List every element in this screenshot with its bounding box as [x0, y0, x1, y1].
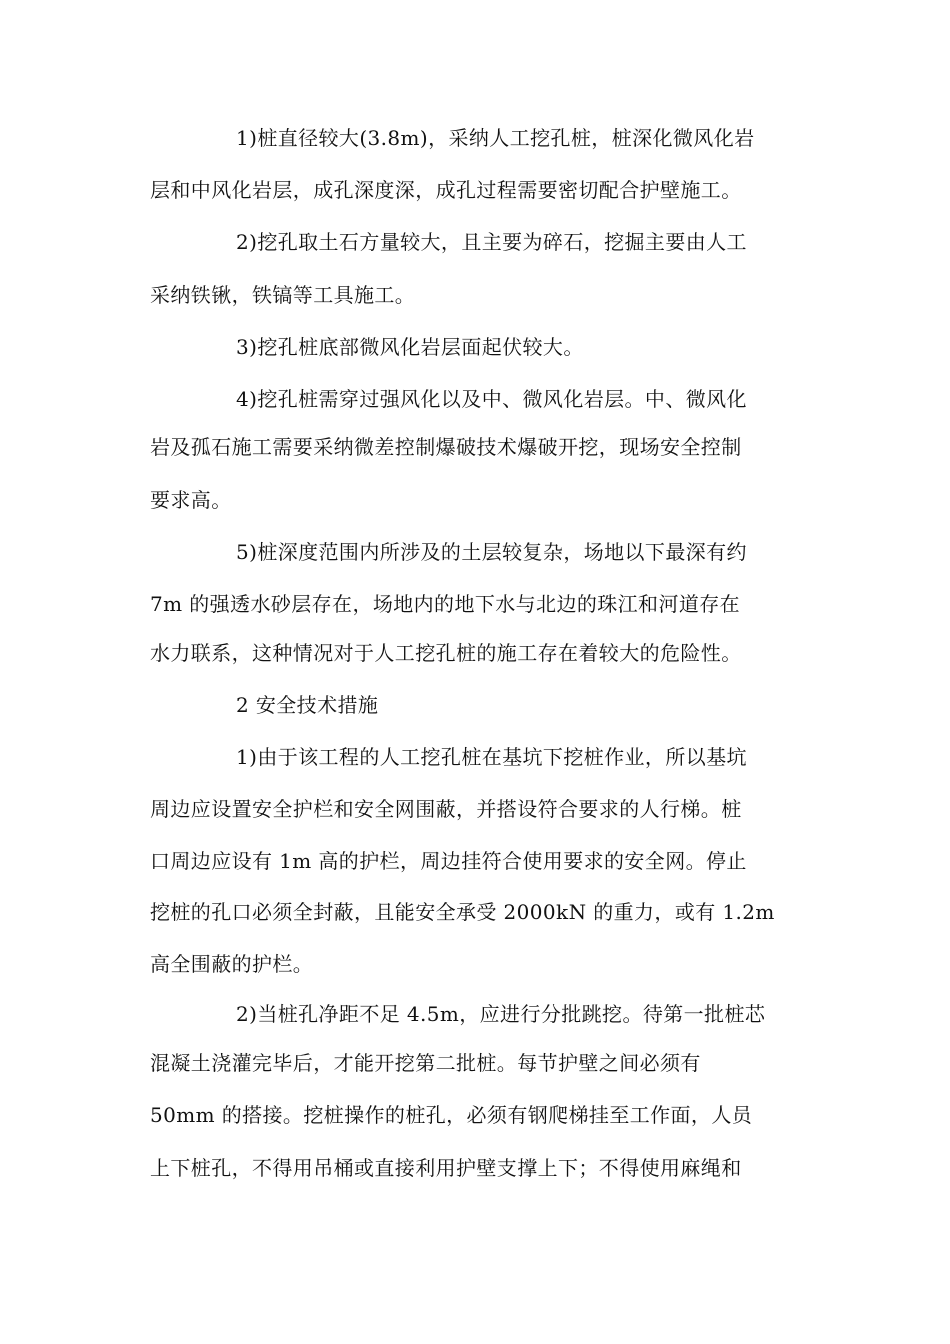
text-line: 混凝土浇灌完毕后，才能开挖第二批桩。每节护壁之间必须有 — [150, 1051, 701, 1075]
text-line: 周边应设置安全护栏和安全网围蔽，并搭设符合要求的人行梯。桩 — [150, 797, 742, 821]
text-line: 岩及孤石施工需要采纳微差控制爆破技术爆破开挖，现场安全控制 — [150, 435, 742, 459]
text-line: 5)桩深度范围内所涉及的土层较复杂，场地以下最深有约 — [236, 540, 747, 564]
text-line: 口周边应设有 1m 高的护栏，周边挂符合使用要求的安全网。停止 — [150, 849, 747, 873]
text-line: 要求高。 — [150, 488, 232, 512]
text-line: 上下桩孔，不得用吊桶或直接利用护壁支撑上下；不得使用麻绳和 — [150, 1156, 742, 1180]
section-heading: 2 安全技术措施 — [236, 693, 379, 717]
text-line: 层和中风化岩层，成孔深度深，成孔过程需要密切配合护壁施工。 — [150, 178, 742, 202]
text-line: 1)由于该工程的人工挖孔桩在基坑下挖桩作业，所以基坑 — [236, 745, 747, 769]
text-line: 高全围蔽的护栏。 — [150, 952, 314, 976]
text-line: 采纳铁锹，铁镐等工具施工。 — [150, 283, 416, 307]
text-line: 1)桩直径较大(3.8m)，采纳人工挖孔桩，桩深化微风化岩 — [236, 126, 755, 150]
text-line: 4)挖孔桩需穿过强风化以及中、微风化岩层。中、微风化 — [236, 387, 747, 411]
text-line: 3)挖孔桩底部微风化岩层面起伏较大。 — [236, 335, 584, 359]
text-line: 水力联系，这种情况对于人工挖孔桩的施工存在着较大的危险性。 — [150, 641, 742, 665]
text-line: 7m 的强透水砂层存在，场地内的地下水与北边的珠江和河道存在 — [150, 592, 741, 616]
text-line: 50mm 的搭接。挖桩操作的桩孔，必须有钢爬梯挂至工作面，人员 — [150, 1103, 753, 1127]
text-line: 2)挖孔取土石方量较大，且主要为碎石，挖掘主要由人工 — [236, 230, 747, 254]
text-line: 挖桩的孔口必须全封蔽，且能安全承受 2000kN 的重力，或有 1.2m — [150, 900, 775, 924]
text-line: 2)当桩孔净距不足 4.5m，应进行分批跳挖。待第一批桩芯 — [236, 1002, 766, 1026]
